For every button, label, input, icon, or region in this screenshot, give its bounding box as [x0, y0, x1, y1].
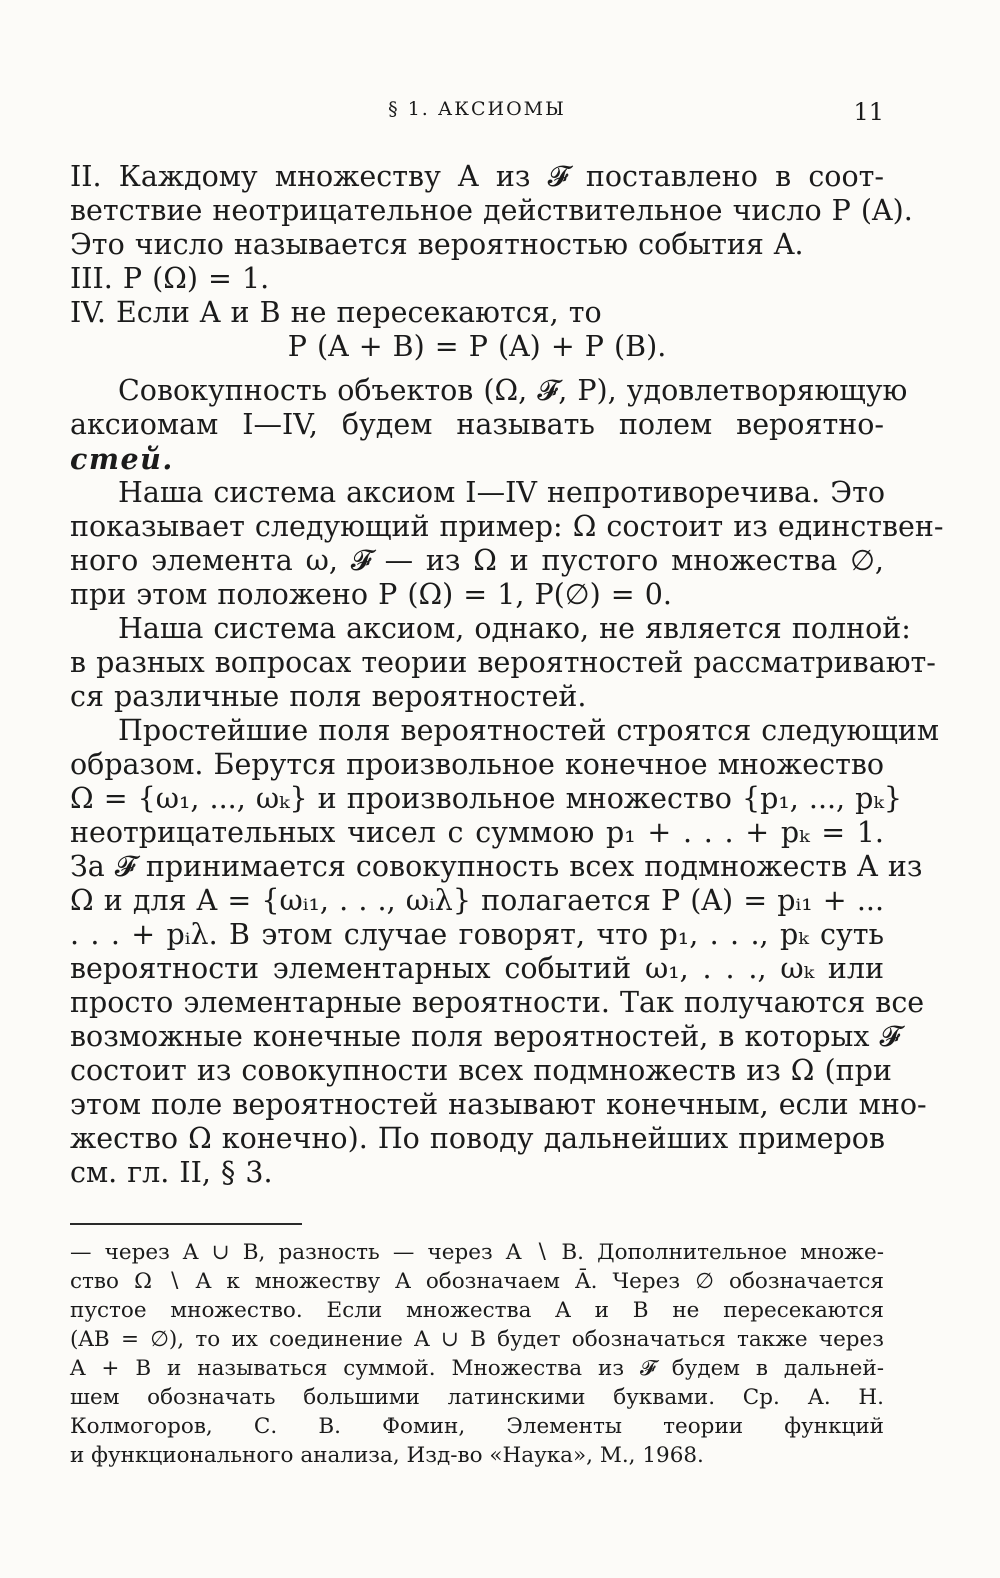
page-number: 11 — [853, 98, 884, 126]
text-line: в разных вопросах теории вероятностей рассматривают- — [70, 646, 936, 679]
text-line: ся различные поля вероятностей. — [70, 680, 587, 713]
running-header — [70, 98, 884, 130]
text-line: образом. Берутся произвольное конечное множество — [70, 748, 885, 781]
footnote-line: и функционального анализа, Изд-во «Наука», М., 1968. — [70, 1443, 704, 1468]
text-line: показывает следующий пример: Ω состоит из единствен- — [70, 510, 944, 543]
text-line: Наша система аксиом, однако, не является полной: — [118, 612, 911, 645]
footnote-line: Колмогоров, С. В. Фомин, Элементы теории функций — [70, 1414, 884, 1439]
text-line: вероятности элементарных событий ω₁, . . ., ωₖ или — [70, 952, 884, 985]
text-line: . . . + pᵢλ. В этом случае говорят, что p₁, . . ., pₖ суть — [70, 918, 884, 951]
text-line: аксиомам I—IV, будем называть полем вероятно- — [70, 408, 884, 441]
text-line: этом поле вероятностей называют конечным, если мно- — [70, 1088, 927, 1121]
footnote-line: ство Ω ∖ A к множеству A обозначаем Ā. Через ∅ обозначается — [70, 1269, 884, 1294]
text-line: жество Ω конечно). По поводу дальнейших примеров — [70, 1122, 885, 1155]
footnote — [70, 1238, 884, 1470]
footnote-line: пустое множество. Если множества A и B не пересекаются — [70, 1298, 884, 1323]
text-line: возможные конечные поля вероятностей, в которых 𝓕 — [70, 1020, 901, 1053]
footnote-rule — [70, 1223, 302, 1225]
text-line: ветствие неотрицательное действительное число P (A). — [70, 194, 913, 227]
main-text — [70, 160, 944, 1190]
text-line: при этом положено P (Ω) = 1, P(∅) = 0. — [70, 578, 672, 611]
footnote-line: (AB = ∅), то их соединение A ∪ B будет обозначаться также через — [70, 1327, 884, 1352]
formula-line: P (A + B) = P (A) + P (B). — [287, 330, 667, 363]
footnote-line: — через A ∪ B, разность — через A ∖ B. Дополнительное множе- — [70, 1240, 884, 1265]
text-line: Простейшие поля вероятностей строятся следующим — [118, 714, 940, 747]
text-line: Ω = {ω₁, ..., ωₖ} и произвольное множество {p₁, ..., pₖ} — [70, 782, 902, 815]
text-line: Совокупность объектов (Ω, 𝓕, P), удовлетворяющую — [118, 374, 908, 407]
text-line: IV. Если A и B не пересекаются, то — [70, 296, 602, 329]
text-line: неотрицательных чисел с суммою p₁ + . . . + pₖ = 1. — [70, 816, 884, 849]
text-line: см. гл. II, § 3. — [70, 1156, 273, 1189]
section-title: § 1. АКСИОМЫ — [388, 98, 566, 120]
text-line: Наша система аксиом I—IV непротиворечива. Это — [118, 476, 886, 509]
text-line: стей. — [70, 442, 174, 476]
text-line: Это число называется вероятностью события A. — [70, 228, 804, 261]
text-line: III. P (Ω) = 1. — [70, 262, 270, 295]
text-line: состоит из совокупности всех подмножеств из Ω (при — [70, 1054, 892, 1087]
text-line: ного элемента ω, 𝓕 — из Ω и пустого множества ∅, — [70, 544, 884, 577]
text-line: Ω и для A = {ωᵢ₁, . . ., ωᵢλ} полагается P (A) = pᵢ₁ + ... — [70, 884, 884, 917]
footnote-line: A + B и называться суммой. Множества из 𝓕 будем в дальней- — [70, 1356, 884, 1381]
text-line: II. Каждому множеству A из 𝓕 поставлено в соот- — [70, 160, 884, 193]
footnote-line: шем обозначать большими латинскими буквами. Ср. А. Н. — [70, 1385, 884, 1410]
text-line: просто элементарные вероятности. Так получаются все — [70, 986, 925, 1019]
text-line: За 𝓕 принимается совокупность всех подмножеств A из — [70, 850, 923, 883]
